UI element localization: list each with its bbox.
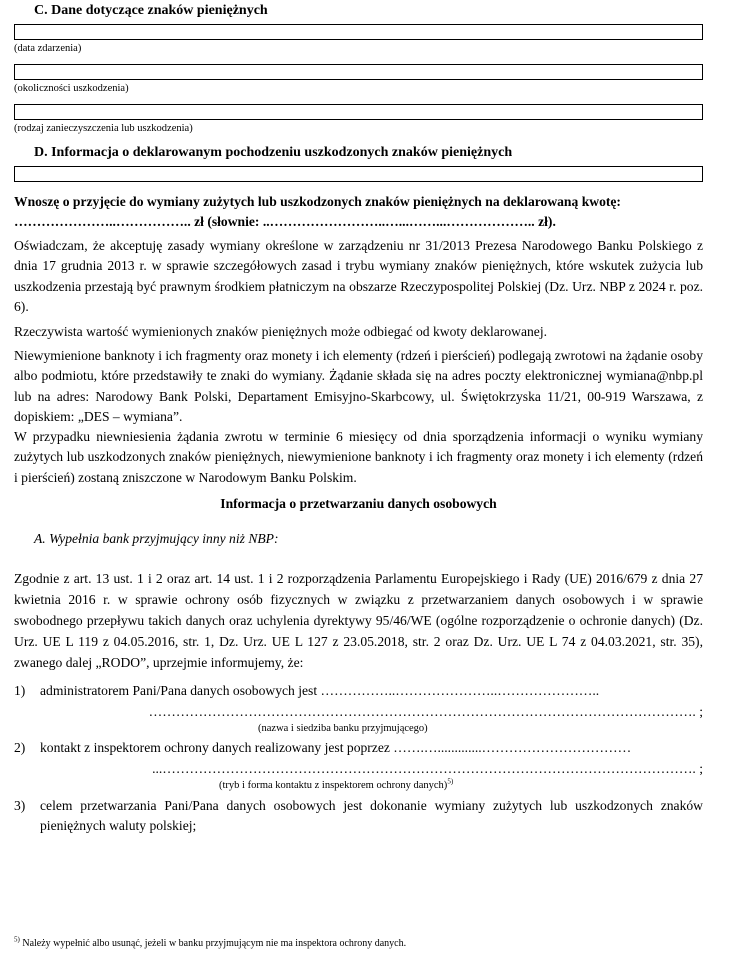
item-2-number: 2) bbox=[14, 740, 26, 755]
administrator-dots[interactable]: …………………………………………………………………………………………………………. ; bbox=[148, 704, 703, 719]
request-line-1: Wnoszę o przyjęcie do wymiany zużytych lub uszkodzonych znaków pieniężnych na deklarowaną kwotę: bbox=[14, 194, 621, 209]
footnote-5-marker: 5) bbox=[14, 935, 20, 944]
privacy-subheading: A. Wypełnia bank przyjmujący inny niż NBP: bbox=[34, 531, 279, 546]
dpo-contact-dots[interactable]: ...………………………………………………………………………………………………………. ; bbox=[152, 761, 703, 776]
event-date-field[interactable] bbox=[14, 24, 703, 40]
destruction-notice: W przypadku niewniesienia żądania zwrotu w terminie 6 miesięcy od dnia sporządzenia informacji o wyniku wymiany zużytych lub uszkodzonych znaków pieniężnych, niewymienione banknoty i ich fragmenty oraz monety i ich elementy (rdzeń i pierścień) zostaną zniszczone w Narodowym Banku Polskim. bbox=[14, 429, 703, 485]
value-disclaimer: Rzeczywista wartość wymienionych znaków pieniężnych może odbiegać od kwoty deklarowanej. bbox=[14, 324, 547, 339]
return-request-info: Niewymienione banknoty i ich fragmenty oraz monety i ich elementy (rdzeń i pierścień) podlegają zwrotowi na żądanie osoby albo podmiotu, które przedstawiły te znaki do wymiany. Żądanie składa się na adres poczty elektronicznej wymiana@nbp.pl lub na adres: Narodowy Bank Polski, Departament Emisyjno-Skarbcowy, ul. Świętokrzyska 11/21, 00-919 Warszawa, z dopiskiem: „DES – wymiana”. bbox=[14, 348, 703, 425]
damage-circumstances-caption: (okoliczności uszkodzenia) bbox=[14, 83, 129, 94]
rodo-intro: Zgodnie z art. 13 ust. 1 i 2 oraz art. 14 ust. 1 i 2 rozporządzenia Parlamentu Europejskiego i Rady (UE) 2016/679 z dnia 27 kwietnia 2016 r. w sprawie ochrony osób fizycznych w związku z przetwarzaniem danych osobowych i w sprawie swobodnego przepływu takich danych oraz uchylenia dyrektywy 95/46/WE (ogólne rozporządzenie o ochronie danych) (Dz. Urz. UE L 119 z 04.05.2016, str. 1, Dz. Urz. UE L 127 z 23.05.2018, str. 2 oraz Dz. Urz. UE L 74 z 04.03.2021, str. 35), zwanego dalej „RODO”, uprzejmie informujemy, że: bbox=[14, 571, 703, 670]
request-line-2: …………………..…………….. zł (słownie: ..……………………..…...……...……………….. zł). bbox=[14, 214, 556, 229]
exchange-rules-statement: Oświadczam, że akceptuję zasady wymiany określone w zarządzeniu nr 31/2013 Prezesa Narodowego Banku Polskiego z dnia 17 grudnia 2013 r. w sprawie szczegółowych zasad i trybu wymiany znaków pieniężnych, które wskutek zużycia lub uszkodzenia przestają być prawnym środkiem płatniczym na obszarze Rzeczypospolitej Polskiej (Dz. Urz. NBP z 2024 r. poz. 6). bbox=[14, 238, 703, 315]
item-3-number: 3) bbox=[14, 798, 26, 813]
declared-origin-field[interactable] bbox=[14, 166, 703, 182]
section-d-heading: D. Informacja o deklarowanym pochodzeniu uszkodzonych znaków pieniężnych bbox=[34, 145, 513, 160]
section-c-heading: C. Dane dotyczące znaków pieniężnych bbox=[34, 3, 268, 18]
damage-type-field[interactable] bbox=[14, 104, 703, 120]
footnote-5: $^{5)}$ Należy wypełnić albo usunąć, jeżeli w banku przyjmującym nie ma inspektora ochrony danych. bbox=[14, 935, 407, 949]
dpo-contact-caption: (tryb i forma kontaktu z inspektorem ochrony danych)$^{5)}$ bbox=[219, 777, 454, 791]
event-date-caption: (data zdarzenia) bbox=[14, 43, 82, 54]
damage-circumstances-field[interactable] bbox=[14, 64, 703, 80]
processing-purpose: celem przetwarzania Pani/Pana danych osobowych jest dokonanie wymiany zużytych lub uszkodzonych znaków pieniężnych waluty polskiej; bbox=[40, 798, 703, 833]
damage-type-caption: (rodzaj zanieczyszczenia lub uszkodzenia) bbox=[14, 123, 193, 134]
administrator-caption: (nazwa i siedziba banku przyjmującego) bbox=[258, 723, 428, 734]
administrator-line: administratorem Pani/Pana danych osobowych jest ……………..…………………..………………….. bbox=[40, 683, 600, 698]
dpo-contact-line: kontakt z inspektorem ochrony danych realizowany jest poprzez …….….............…………………………… bbox=[40, 740, 632, 755]
footnote-5-ref: 5) bbox=[447, 777, 454, 786]
privacy-title: Informacja o przetwarzaniu danych osobowych bbox=[220, 496, 497, 511]
item-1-number: 1) bbox=[14, 683, 26, 698]
